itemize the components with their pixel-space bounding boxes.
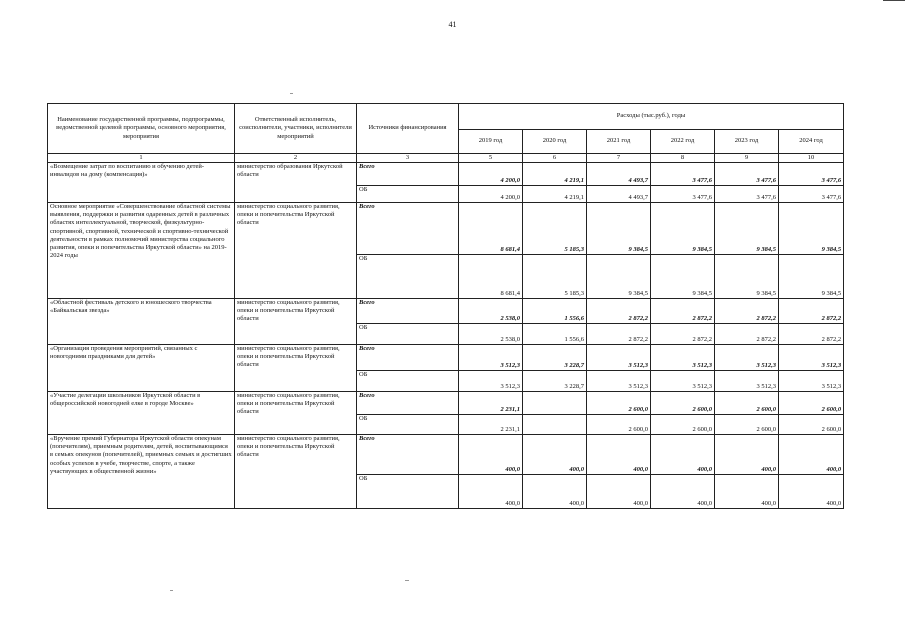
regional-amount: 2 600,0: [651, 415, 715, 435]
responsible-executor: министерство социального развития, опеки и попечительства Иркутской области: [235, 203, 357, 299]
header-year: 2019 год: [459, 130, 523, 154]
regional-amount: 2 231,1: [459, 415, 523, 435]
column-number: 5: [459, 154, 523, 163]
column-number: 1: [48, 154, 235, 163]
responsible-executor: министерство социального развития, опеки и попечительства Иркутской области: [235, 345, 357, 392]
header-expenses: Расходы (тыс.руб.), годы: [459, 104, 844, 130]
table-body: [48, 163, 844, 509]
program-name: «Областной фестиваль детского и юношеского творчества «Байкальская звезда»: [48, 299, 235, 345]
regional-amount: 1 556,6: [523, 324, 587, 345]
funding-source-regional: ОБ: [357, 415, 459, 435]
total-amount: 3 228,7: [523, 345, 587, 371]
regional-amount: 400,0: [459, 475, 523, 509]
total-amount: 9 384,5: [651, 203, 715, 255]
total-amount: 9 384,5: [779, 203, 844, 255]
regional-amount: 400,0: [715, 475, 779, 509]
total-amount: 400,0: [651, 435, 715, 475]
column-number: 8: [651, 154, 715, 163]
page-number: 41: [448, 20, 457, 29]
regional-amount: 9 384,5: [715, 255, 779, 299]
total-amount: 2 231,1: [459, 392, 523, 415]
regional-amount: 3 512,3: [651, 371, 715, 392]
total-amount: 3 477,6: [651, 163, 715, 186]
responsible-executor: министерство социального развития, опеки и попечительства Иркутской области: [235, 299, 357, 345]
funding-source-total: Всего: [357, 435, 459, 475]
header-year: 2020 год: [523, 130, 587, 154]
program-name: «Вручение премий Губернатора Иркутской области опекунам (попечителям), приемным родителям, детей, воспитывающимся в семьях опекунов (попечителей), приемных семьях и достигших особых успехов в учебе, творчестве, спорте, а также участвующих в общественной жизни»: [48, 435, 235, 509]
header-year: 2024 год: [779, 130, 844, 154]
column-number: 6: [523, 154, 587, 163]
header-year: 2022 год: [651, 130, 715, 154]
header-name: Наименование государственной программы, подпрограммы, ведомственной целевой программы, основного мероприятия, мероприятия: [48, 104, 235, 154]
regional-amount: 2 600,0: [715, 415, 779, 435]
regional-amount: 400,0: [523, 475, 587, 509]
total-amount: 2 872,2: [779, 299, 844, 324]
funding-source-total: Всего: [357, 299, 459, 324]
program-name: «Организация проведения мероприятий, связанных с новогодними праздниками для детей»: [48, 345, 235, 392]
column-number-row: [48, 154, 844, 163]
total-amount: 400,0: [523, 435, 587, 475]
table-header: [48, 104, 844, 163]
header-source: Источники финансирования: [357, 104, 459, 154]
total-amount: 2 872,2: [651, 299, 715, 324]
regional-amount: 9 384,5: [779, 255, 844, 299]
total-amount: 2 872,2: [715, 299, 779, 324]
total-amount: 3 512,3: [779, 345, 844, 371]
regional-amount: 9 384,5: [587, 255, 651, 299]
total-amount: 3 512,3: [715, 345, 779, 371]
total-amount: 9 384,5: [587, 203, 651, 255]
responsible-executor: министерство социального развития, опеки и попечительства Иркутской области: [235, 392, 357, 435]
budget-table: [47, 103, 844, 509]
total-amount: 3 512,3: [651, 345, 715, 371]
column-number: 7: [587, 154, 651, 163]
header-year: 2021 год: [587, 130, 651, 154]
corner-mark: [883, 0, 905, 1]
funding-source-regional: ОБ: [357, 371, 459, 392]
program-name: «Участие делегации школьников Иркутской области в общероссийской новогодней елке в городе Москве»: [48, 392, 235, 435]
total-amount: 1 556,6: [523, 299, 587, 324]
regional-amount: 3 512,3: [459, 371, 523, 392]
column-number: 9: [715, 154, 779, 163]
regional-amount: 2 872,2: [779, 324, 844, 345]
total-amount: 400,0: [779, 435, 844, 475]
funding-source-total: Всего: [357, 163, 459, 186]
regional-amount: 4 200,0: [459, 186, 523, 203]
regional-amount: 2 872,2: [715, 324, 779, 345]
regional-amount: 400,0: [779, 475, 844, 509]
program-name: Основное мероприятие «Совершенствование областной системы выявления, поддержки и развития одаренных детей в различных областях интеллектуальной, творческой, физкультурно-спортивной, спортивной, технической и спортивно-технической деятельности в рамках полномочий министерства социального развития, опеки и попечительства Иркутской области» на 2019-2024 годы: [48, 203, 235, 299]
funding-source-regional: ОБ: [357, 324, 459, 345]
column-number: 3: [357, 154, 459, 163]
total-amount: 2 600,0: [715, 392, 779, 415]
regional-amount: 3 477,6: [715, 186, 779, 203]
total-amount: 3 512,3: [459, 345, 523, 371]
responsible-executor: министерство социального развития, опеки и попечительства Иркутской области: [235, 435, 357, 509]
funding-source-total: Всего: [357, 345, 459, 371]
total-amount: 2 872,2: [587, 299, 651, 324]
total-amount: 3 477,6: [715, 163, 779, 186]
total-amount: 2 600,0: [587, 392, 651, 415]
regional-amount: 2 872,2: [651, 324, 715, 345]
regional-amount: 3 512,3: [715, 371, 779, 392]
table-row: [48, 299, 844, 324]
total-amount: 2 538,0: [459, 299, 523, 324]
total-amount: 400,0: [715, 435, 779, 475]
funding-source-regional: ОБ: [357, 186, 459, 203]
regional-amount: 400,0: [587, 475, 651, 509]
responsible-executor: министерство образования Иркутской области: [235, 163, 357, 203]
regional-amount: 3 228,7: [523, 371, 587, 392]
regional-amount: 3 512,3: [779, 371, 844, 392]
regional-amount: 3 477,6: [779, 186, 844, 203]
table-row: [48, 392, 844, 415]
regional-amount: 2 872,2: [587, 324, 651, 345]
total-amount: 5 185,3: [523, 203, 587, 255]
regional-amount: 9 384,5: [651, 255, 715, 299]
scan-mark: [170, 590, 173, 591]
regional-amount: 4 493,7: [587, 186, 651, 203]
total-amount: 4 219,1: [523, 163, 587, 186]
total-amount: 400,0: [459, 435, 523, 475]
regional-amount: 3 512,3: [587, 371, 651, 392]
total-amount: 400,0: [587, 435, 651, 475]
funding-source-total: Всего: [357, 392, 459, 415]
total-amount: [523, 392, 587, 415]
total-amount: 3 477,6: [779, 163, 844, 186]
column-number: 2: [235, 154, 357, 163]
total-amount: 2 600,0: [651, 392, 715, 415]
regional-amount: 2 538,0: [459, 324, 523, 345]
total-amount: 9 384,5: [715, 203, 779, 255]
table-row: [48, 163, 844, 186]
total-amount: 8 681,4: [459, 203, 523, 255]
regional-amount: 5 185,3: [523, 255, 587, 299]
column-number: 10: [779, 154, 844, 163]
regional-amount: 2 600,0: [587, 415, 651, 435]
table-row: [48, 345, 844, 371]
scan-mark: [290, 93, 293, 94]
table-row: [48, 435, 844, 475]
total-amount: 2 600,0: [779, 392, 844, 415]
program-name: «Возмещение затрат по воспитанию и обучению детей-инвалидов на дому (компенсация)»: [48, 163, 235, 203]
header-year: 2023 год: [715, 130, 779, 154]
regional-amount: 3 477,6: [651, 186, 715, 203]
regional-amount: 4 219,1: [523, 186, 587, 203]
funding-source-regional: ОБ: [357, 255, 459, 299]
regional-amount: [523, 415, 587, 435]
total-amount: 4 200,0: [459, 163, 523, 186]
regional-amount: 400,0: [651, 475, 715, 509]
scan-mark: [405, 580, 409, 581]
total-amount: 3 512,3: [587, 345, 651, 371]
total-amount: 4 493,7: [587, 163, 651, 186]
header-responsible: Ответственный исполнитель, соисполнители, участники, исполнители мероприятий: [235, 104, 357, 154]
funding-source-regional: ОБ: [357, 475, 459, 509]
regional-amount: 2 600,0: [779, 415, 844, 435]
regional-amount: 8 681,4: [459, 255, 523, 299]
table-row: [48, 203, 844, 255]
funding-source-total: Всего: [357, 203, 459, 255]
